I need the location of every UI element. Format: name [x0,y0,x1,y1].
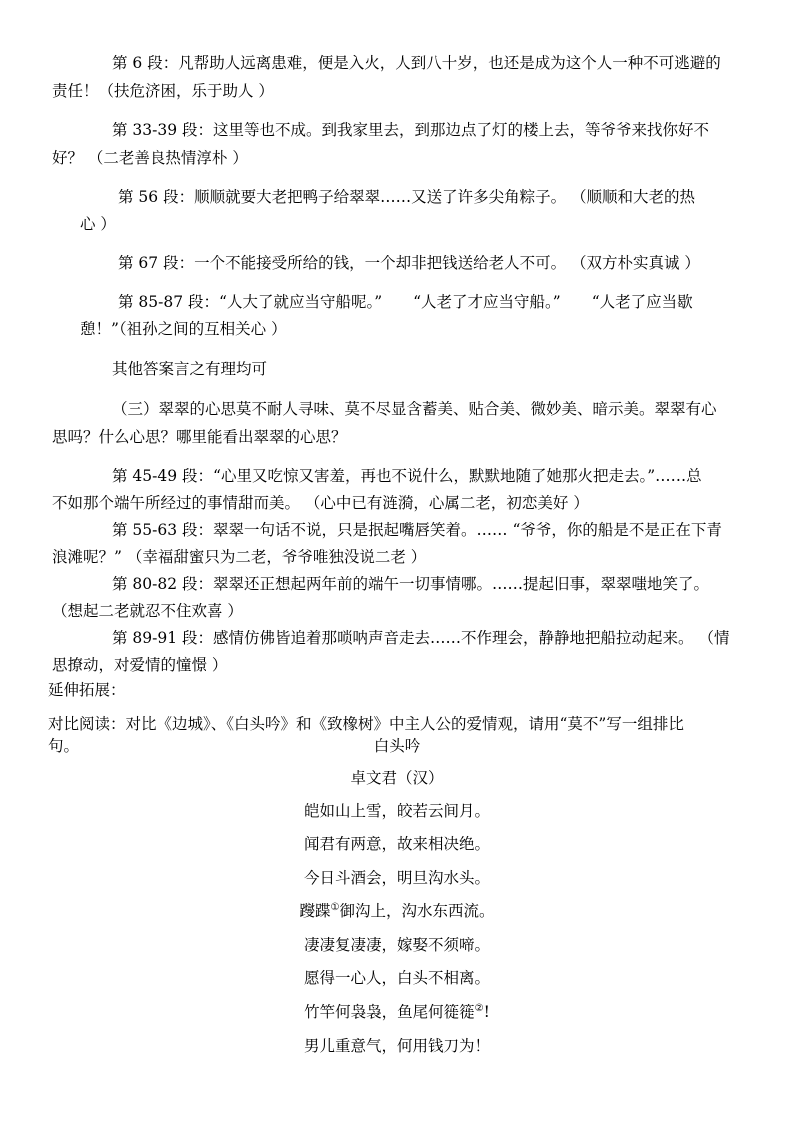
poem-line-7-part-a: 竹竿何袅袅，鱼尾何簁簁 [304,1003,475,1021]
poem-line-6: 愿得一心人，白头不相离。 [303,969,490,987]
poem-line-4-part-a: 躞蹀 [299,902,331,920]
poem-line-1: 皑如山上雪，皎若云间月。 [303,802,490,820]
footnote-marker-2: ② [474,1002,484,1014]
poem-line-3: 今日斗酒会，明旦沟水头。 [303,869,490,887]
extension-heading: 延伸拓展： [48,681,126,699]
poem-line-2: 闻君有两意，故来相决绝。 [303,835,490,853]
para-33-line1: 第 33-39 段：这里等也不成。到我家里去，到那边点了灯的楼上去，等爷爷来找你好不 [112,121,710,139]
question-3-line1: （三）翠翠的心思莫不耐人寻味、莫不尽显含蓄美、贴合美、微妙美、暗示美。翠翠有心 [112,400,717,418]
para-67-line1: 第 67 段：一个不能接受所给的钱，一个却非把钱送给老人不可。 （双方朴实真诚 ） [118,254,700,272]
answer-note: 其他答案言之有理均可 [112,360,268,378]
poem-line-7-part-b: ! [483,1003,490,1021]
poem-line-5: 凄凄复凄凄，嫁娶不须啼。 [303,936,490,954]
para-56-line1: 第 56 段：顺顺就要大老把鸭子给翠翠……又送了许多尖角粽子。 （顺顺和大老的热 [118,188,696,206]
question-3-line2: 思吗？什么心思？哪里能看出翠翠的心思？ [52,428,347,446]
poem-title: 白头吟 [373,737,421,755]
para-56-line2: 心 ） [80,215,116,233]
para-80-line1: 第 80-82 段：翠翠还正想起两年前的端午一切事情哪。……提起旧事，翠翠嗤地笑了。 [112,575,710,593]
contrast-reading-line1: 对比阅读：对比《边城》、《白头吟》和《致橡树》中主人公的爱情观，请用“莫不”写一组排比 [48,715,684,733]
contrast-reading-line2: 句。 [48,737,80,755]
para-6-line1: 第 6 段：凡帮助人远离患难，便是入火，人到八十岁，也还是成为这个人一种不可逃避的 [112,54,721,72]
para-45-line1: 第 45-49 段：“心里又吃惊又害羞，再也不说什么，默默地随了她那火把走去。”……总 [112,467,702,485]
para-45-line2: 不如那个端午所经过的事情甜而美。 （心中已有涟漪，心属二老，初恋美好 ） [52,494,589,512]
para-80-line2: （想起二老就忍不住欢喜 ） [52,602,243,620]
poem-line-4-part-b: 御沟上，沟水东西流。 [339,902,495,920]
footnote-marker-1: ① [330,901,340,913]
para-89-line1: 第 89-91 段：感情仿佛皆追着那唢呐声音走去……不作理会，静静地把船拉动起来。 （情 [112,629,730,647]
para-89-line2: 思撩动，对爱情的憧憬 ） [52,656,228,674]
para-55-line2: 浪滩呢？” （幸福甜蜜只为二老，爷爷唯独没说二老 ） [52,548,427,566]
para-55-line1: 第 55-63 段：翠翠一句话不说，只是抿起嘴唇笑着。…… “爷爷，你的船是不是正在下青 [112,521,722,539]
para-33-line2: 好？ （二老善良热情淳朴 ） [52,149,248,167]
poem-line-8: 男儿重意气，何用钱刀为！ [303,1037,490,1055]
poem-line-7 [0,1001,794,1023]
poem-author: 卓文君（汉） [350,769,444,787]
para-85-line1: 第 85-87 段：“人大了就应当守船呢。” “人老了才应当守船。” “人老了应当歇 [118,293,693,311]
para-6-line2: 责任！（扶危济困，乐于助人 ） [52,82,274,100]
poem-line-4 [0,900,794,922]
para-85-line2: 憩！”（祖孙之间的互相关心 ） [80,320,287,338]
